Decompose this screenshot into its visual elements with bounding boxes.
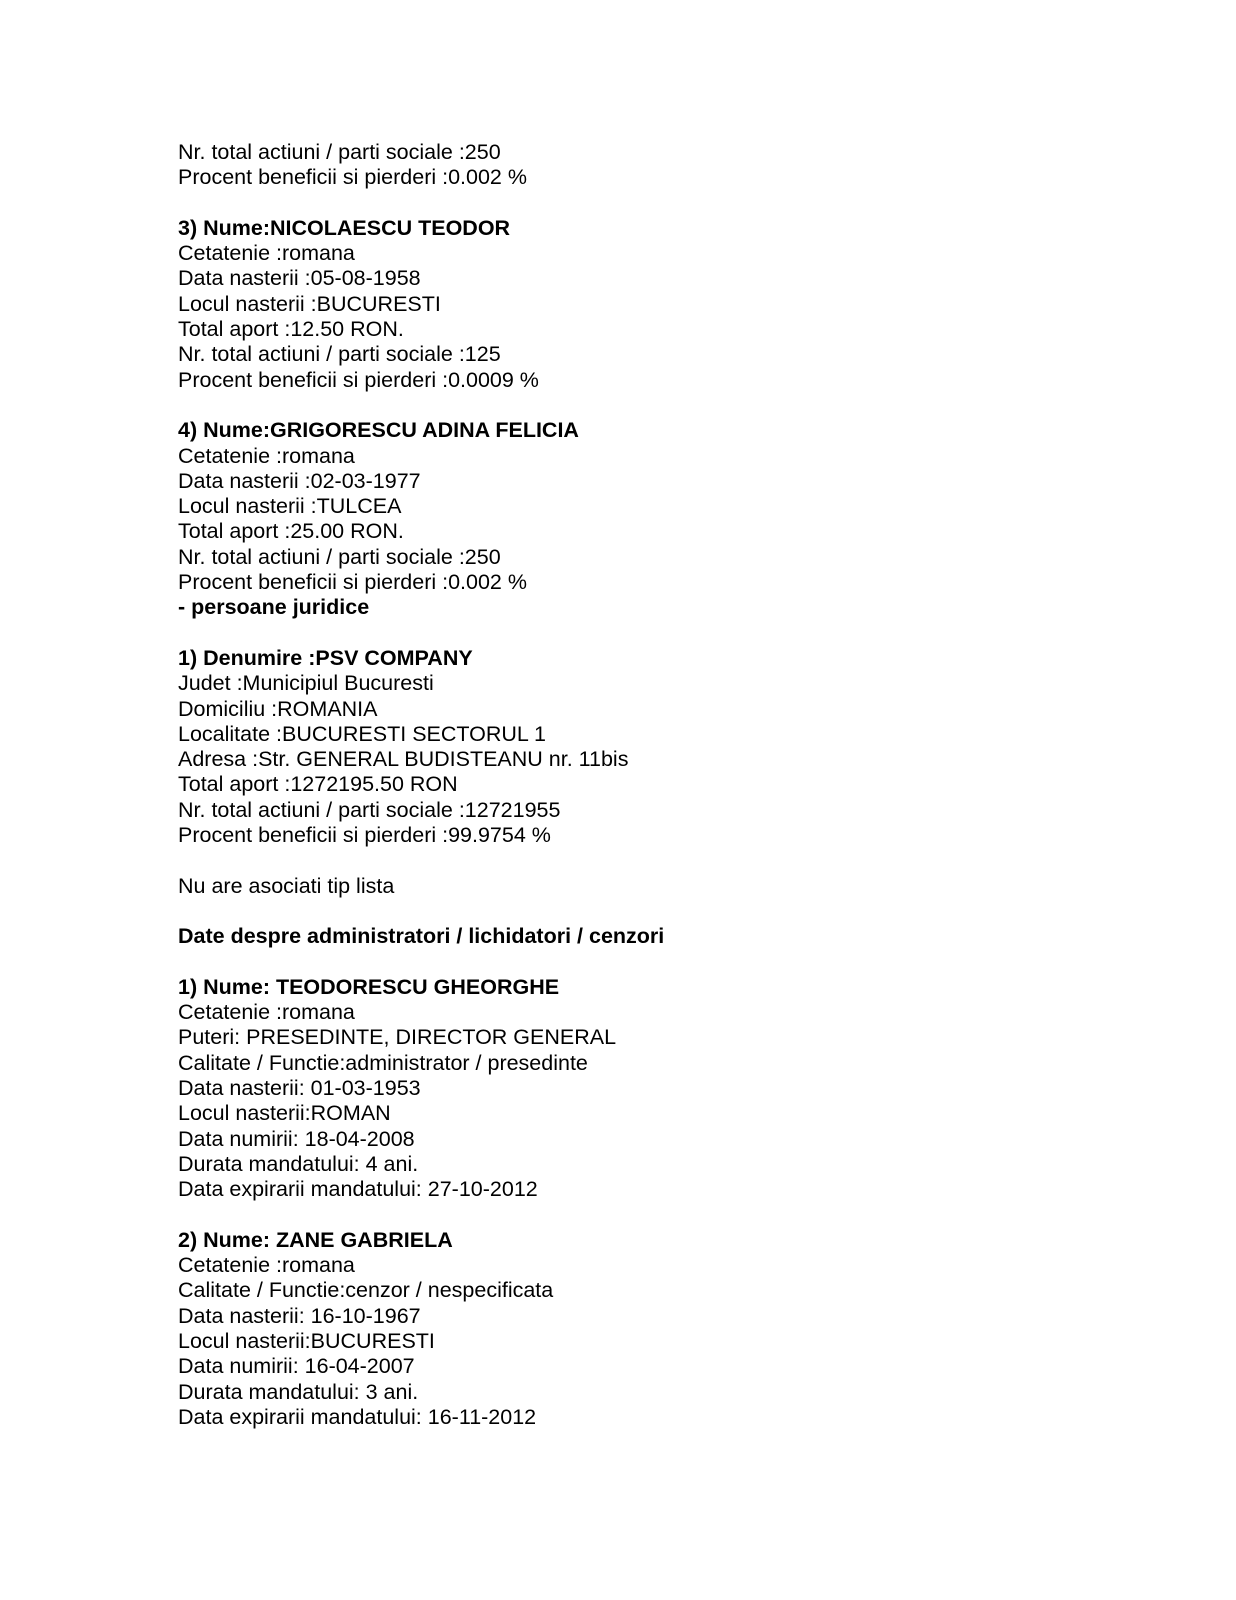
text-line-heading: 3) Nume:NICOLAESCU TEODOR <box>178 215 511 240</box>
paragraph-spacer <box>178 393 1078 418</box>
text-line: Cetatenie :romana <box>178 443 355 468</box>
paragraph-spacer <box>178 899 1078 924</box>
text-block <box>178 216 1078 393</box>
text-line: Puteri: PRESEDINTE, DIRECTOR GENERAL <box>178 1025 617 1050</box>
paragraph-spacer <box>178 1202 1078 1227</box>
text-line: Nr. total actiuni / parti sociale :250 <box>178 140 501 164</box>
text-line: Nr. total actiuni / parti sociale :125 <box>178 342 501 367</box>
text-block <box>178 140 1078 191</box>
text-line: Total aport :25.00 RON. <box>178 519 404 544</box>
text-block <box>178 1228 1078 1430</box>
text-line: Calitate / Functie:cenzor / nespecificata <box>178 1278 554 1303</box>
text-block <box>178 646 1078 848</box>
text-block <box>178 975 1078 1203</box>
paragraph-spacer <box>178 191 1078 216</box>
text-line-heading: Date despre administratori / lichidatori / cenzori <box>178 924 665 949</box>
text-line: Adresa :Str. GENERAL BUDISTEANU nr. 11bis <box>178 747 629 772</box>
text-line: Data expirarii mandatului: 27-10-2012 <box>178 1177 538 1202</box>
text-line: Data nasterii: 01-03-1953 <box>178 1075 421 1100</box>
text-line-heading: 2) Nume: ZANE GABRIELA <box>178 1227 453 1252</box>
text-line: Procent beneficii si pierderi :99.9754 % <box>178 823 551 848</box>
text-line: Cetatenie :romana <box>178 1000 355 1025</box>
text-line: Data expirarii mandatului: 16-11-2012 <box>178 1404 537 1429</box>
text-line: Locul nasterii:ROMAN <box>178 1101 391 1126</box>
text-line: Data numirii: 16-04-2007 <box>178 1354 415 1379</box>
text-block <box>178 418 1078 620</box>
text-line-heading: 1) Denumire :PSV COMPANY <box>178 645 473 670</box>
text-line: Data nasterii :02-03-1977 <box>178 468 421 493</box>
text-line: Locul nasterii:BUCURESTI <box>178 1328 435 1353</box>
text-line: Total aport :1272195.50 RON <box>178 772 458 797</box>
text-line: Calitate / Functie:administrator / presedinte <box>178 1050 588 1075</box>
text-line: Cetatenie :romana <box>178 1253 355 1278</box>
text-line: Procent beneficii si pierderi :0.002 % <box>178 570 527 595</box>
text-block <box>178 874 1078 899</box>
text-line-heading: - persoane juridice <box>178 595 370 620</box>
text-line: Nr. total actiuni / parti sociale :250 <box>178 544 501 569</box>
text-line: Nr. total actiuni / parti sociale :12721955 <box>178 797 561 822</box>
text-line: Procent beneficii si pierderi :0.002 % <box>178 165 527 190</box>
text-line: Durata mandatului: 3 ani. <box>178 1379 419 1404</box>
paragraph-spacer <box>178 848 1078 873</box>
text-line: Localitate :BUCURESTI SECTORUL 1 <box>178 721 547 746</box>
text-line: Locul nasterii :BUCURESTI <box>178 291 441 316</box>
text-line: Domiciliu :ROMANIA <box>178 696 378 721</box>
text-block <box>178 924 1078 949</box>
text-line: Locul nasterii :TULCEA <box>178 494 402 519</box>
text-line: Total aport :12.50 RON. <box>178 317 404 342</box>
text-line-heading: 1) Nume: TEODORESCU GHEORGHE <box>178 974 560 999</box>
paragraph-spacer <box>178 950 1078 975</box>
text-line: Judet :Municipiul Bucuresti <box>178 671 434 696</box>
document-body <box>178 140 1078 1430</box>
text-line: Data nasterii :05-08-1958 <box>178 266 421 291</box>
text-line: Nu are asociati tip lista <box>178 873 395 898</box>
text-line: Data nasterii: 16-10-1967 <box>178 1303 421 1328</box>
text-line: Durata mandatului: 4 ani. <box>178 1151 419 1176</box>
text-line: Cetatenie :romana <box>178 241 355 266</box>
text-line-heading: 4) Nume:GRIGORESCU ADINA FELICIA <box>178 418 579 443</box>
paragraph-spacer <box>178 621 1078 646</box>
text-line: Procent beneficii si pierderi :0.0009 % <box>178 367 539 392</box>
text-line: Data numirii: 18-04-2008 <box>178 1126 415 1151</box>
